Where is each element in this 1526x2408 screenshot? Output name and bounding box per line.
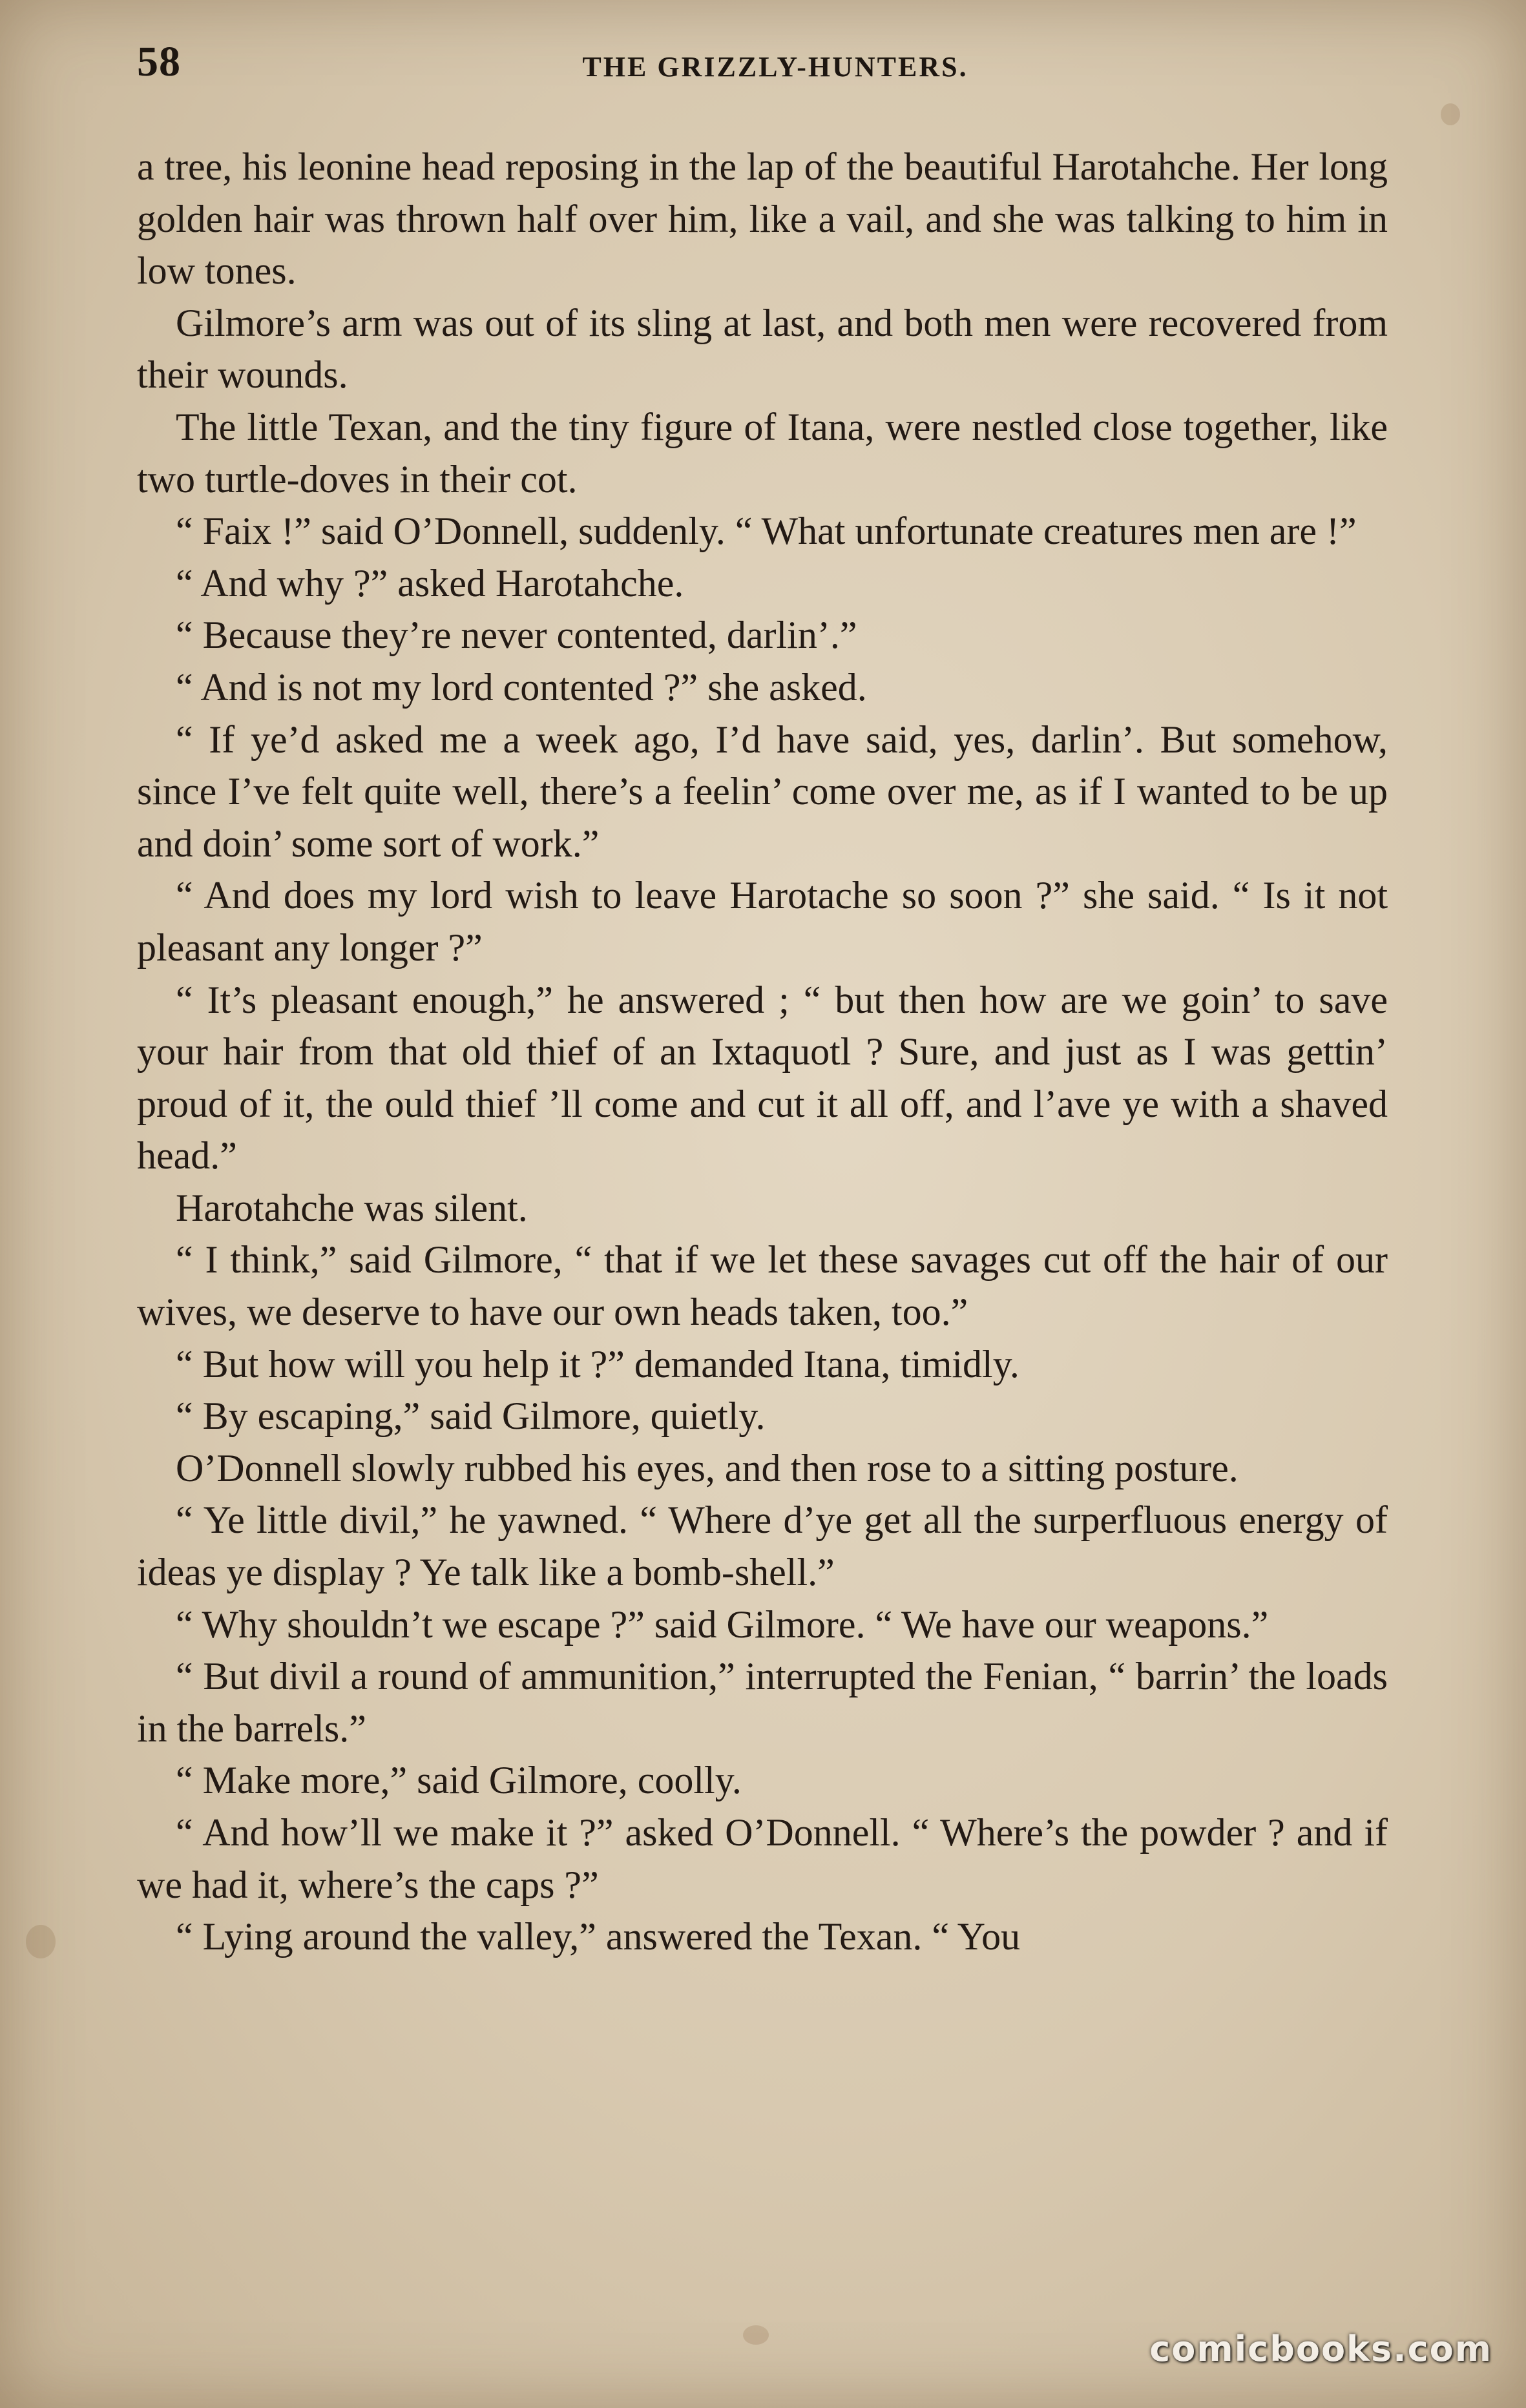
running-head: THE GRIZZLY-HUNTERS.	[582, 51, 968, 83]
paragraph: “ Because they’re never contented, darlin’.”	[176, 614, 857, 657]
page-header	[137, 37, 1388, 109]
paragraph: “ Why shouldn’t we escape ?” said Gilmore. “ We have our weapons.”	[176, 1603, 1269, 1646]
site-watermark: comicbooks.com	[1149, 2329, 1492, 2369]
paragraph: “ I think,” said Gilmore, “ that if we let these savages cut off the hair of our wives, we deserve to have our own heads taken, too.”	[137, 1238, 1388, 1334]
paragraph: “ It’s pleasant enough,” he answered ; “ but then how are we goin’ to save your hair from that old thief of an Ixtaquotl ? Sure, and just as I was gettin’ proud of it, the ould thief ’ll come and cut it all off, and l’ave ye with a shaved head.”	[137, 978, 1388, 1178]
page-number: 58	[137, 38, 181, 85]
paragraph: “ Ye little divil,” he yawned. “ Where d’ye get all the surperfluous energy of ideas ye display ? Ye talk like a bomb-shell.”	[137, 1499, 1388, 1594]
paragraph: “ But divil a round of ammunition,” interrupted the Fenian, “ barrin’ the loads in the barrels.”	[137, 1655, 1388, 1750]
paragraph: Harotahche was silent.	[176, 1186, 528, 1229]
paragraph: “ Faix !” said O’Donnell, suddenly. “ What unfortunate creatures men are !”	[176, 510, 1357, 553]
paragraph: “ And how’ll we make it ?” asked O’Donnell. “ Where’s the powder ? and if we had it, where’s the caps ?”	[137, 1811, 1388, 1906]
paragraph: O’Donnell slowly rubbed his eyes, and then rose to a sitting posture.	[176, 1446, 1239, 1489]
paragraph: “ By escaping,” said Gilmore, quietly.	[176, 1395, 766, 1438]
body-text	[137, 141, 1388, 1963]
paragraph: “ Lying around the valley,” answered the Texan. “ You	[176, 1915, 1021, 1958]
paragraph: “ And does my lord wish to leave Harotache so soon ?” she said. “ Is it not pleasant any longer ?”	[137, 874, 1388, 969]
paragraph: Gilmore’s arm was out of its sling at last, and both men were recovered from their wounds.	[137, 301, 1388, 397]
paragraph: “ But how will you help it ?” demanded Itana, timidly.	[176, 1342, 1019, 1386]
paragraph: “ And why ?” asked Harotahche.	[176, 561, 684, 605]
paper-stain	[743, 2325, 769, 2345]
paper-stain	[1441, 103, 1460, 125]
paragraph: “ And is not my lord contented ?” she asked.	[176, 665, 867, 709]
paragraph: a tree, his leonine head reposing in the lap of the beautiful Harotahche. Her long golden hair was thrown half over him, like a vail, and she was talking to him in low tones.	[137, 145, 1388, 293]
paragraph: The little Texan, and the tiny figure of Itana, were nestled close together, like two turtle-doves in their cot.	[137, 405, 1388, 501]
paragraph: “ If ye’d asked me a week ago, I’d have said, yes, darlin’. But somehow, since I’ve felt quite well, there’s a feelin’ come over me, as if I wanted to be up and doin’ some sort of work.”	[137, 718, 1388, 865]
paper-stain	[26, 1925, 56, 1958]
paragraph: “ Make more,” said Gilmore, coolly.	[176, 1759, 742, 1802]
